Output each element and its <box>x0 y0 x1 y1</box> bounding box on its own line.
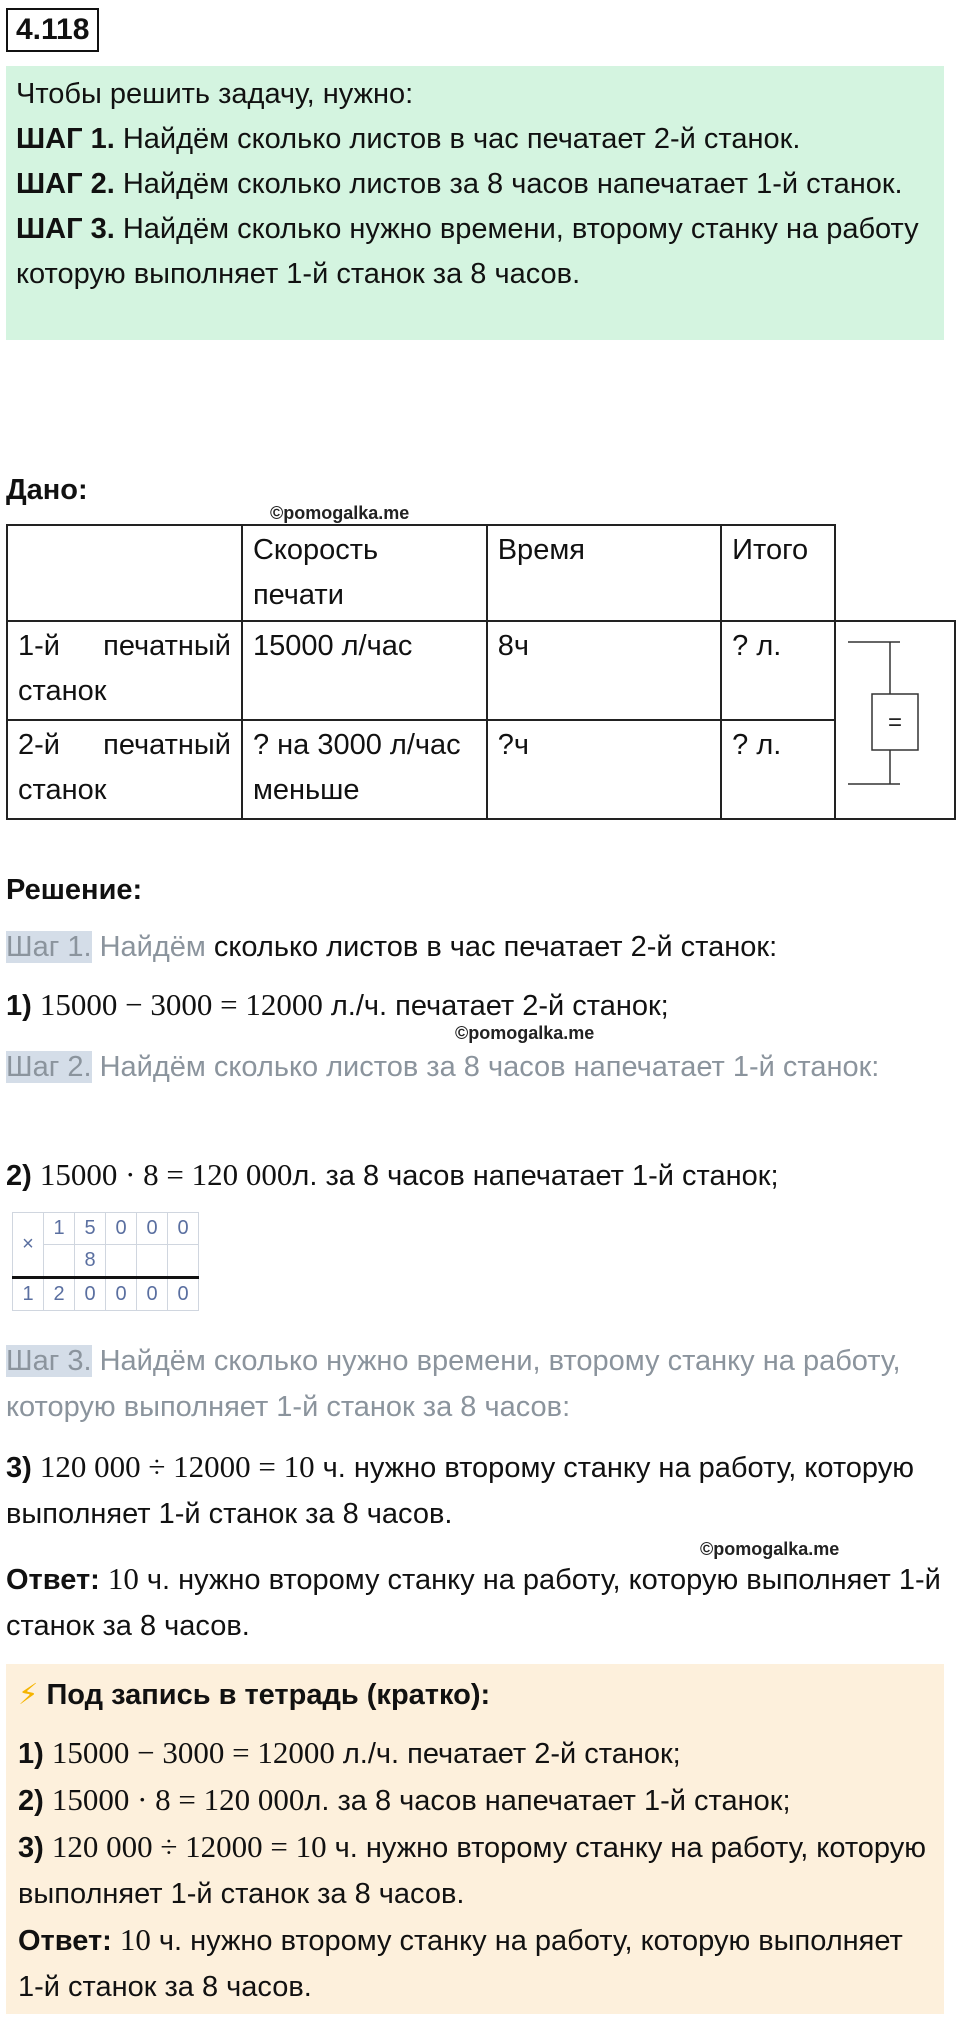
step-tag: Шаг 2. <box>6 1051 92 1083</box>
answer-label: Ответ: <box>6 1564 100 1596</box>
equal-bracket-diagram <box>836 622 954 804</box>
digit: 8 <box>75 1245 106 1278</box>
table-cell: 8ч <box>487 621 721 720</box>
answer-label: Ответ: <box>18 1925 112 1957</box>
step-text-grey: Найдём сколько листов за 8 часов напечатает 1-й станок: <box>91 1051 880 1083</box>
digit: 1 <box>13 1278 44 1311</box>
line-text: л./ч. печатает 2-й станок; <box>334 1738 681 1770</box>
digit: 0 <box>106 1278 137 1311</box>
equal-sign: = <box>887 709 902 736</box>
math-expression: 15000 − 3000 = 12000 <box>51 1735 335 1770</box>
line-number: 2) <box>18 1785 44 1817</box>
line-number: 1) <box>18 1738 44 1770</box>
table-header-cell: Время <box>487 525 721 621</box>
plan-step-1 <box>16 117 934 162</box>
digit: 0 <box>75 1278 106 1311</box>
table-row <box>7 621 955 720</box>
solution-step-3 <box>6 1338 952 1430</box>
table-cell: ?ч <box>487 720 721 819</box>
line-number: 1) <box>6 990 32 1022</box>
table-cell: ? л. <box>721 621 835 720</box>
mult-row-1 <box>13 1213 199 1245</box>
plan-box <box>6 66 944 340</box>
plan-step-3 <box>16 207 934 297</box>
spacer <box>18 1718 932 1730</box>
math-expression: 15000 − 3000 = 12000 <box>39 987 323 1022</box>
solution-step-2 <box>6 1044 952 1090</box>
step-text: сколько листов в час печатает 2-й станок: <box>205 931 778 963</box>
math-expression: 120 000 ÷ 12000 = 10 <box>39 1449 315 1484</box>
digit: 0 <box>137 1278 168 1311</box>
plan-step-text: Найдём сколько листов за 8 часов напечатает 1-й станок. <box>122 168 903 200</box>
lightning-icon: ⚡ <box>18 1679 39 1711</box>
digit: 0 <box>106 1213 137 1245</box>
table-header-cell: Скорость печати <box>242 525 487 621</box>
math-expression: 10 <box>119 1922 151 1957</box>
plan-step-text: Найдём сколько листов в час печатает 2-й станок. <box>122 123 801 155</box>
math-expression: 15000 · 8 = 120 000 <box>39 1157 293 1192</box>
line-number: 3) <box>6 1452 32 1484</box>
plan-step-text: Найдём сколько нужно времени, второму станку на работу которую выполняет 1-й станок за 8 часов. <box>16 213 919 290</box>
multiply-sign: × <box>13 1213 44 1278</box>
table-row <box>7 525 955 621</box>
mult-result-row <box>13 1278 199 1311</box>
summary-line-1 <box>18 1730 932 1777</box>
plan-step-2 <box>16 162 934 207</box>
line-text: ч. нужно второму станку на работу, которую выполняет 1-й станок за 8 часов. <box>18 1832 926 1910</box>
solution-step-1 <box>6 924 952 970</box>
table-header-cell <box>835 525 955 621</box>
digit: 0 <box>168 1213 199 1245</box>
summary-line-2 <box>18 1777 932 1824</box>
notebook-summary-title <box>18 1672 932 1718</box>
given-heading: Дано: <box>6 474 88 506</box>
table-cell: 2-й печатный станок <box>7 720 242 819</box>
notebook-summary-box <box>6 1664 944 2014</box>
watermark: ©pomogalka.me <box>455 1023 595 1043</box>
step-tag: Шаг 1. <box>6 931 92 963</box>
step-text-grey: Найдём <box>99 931 206 963</box>
math-expression: 10 <box>107 1561 139 1596</box>
column-multiplication <box>12 1212 199 1311</box>
plan-step-label: ШАГ 2. <box>16 168 115 200</box>
solution-line-2 <box>6 1152 952 1199</box>
notebook-summary-title-text: Под запись в тетрадь (кратко): <box>46 1679 491 1711</box>
digit: 2 <box>44 1278 75 1311</box>
math-expression: 120 000 ÷ 12000 = 10 <box>51 1829 327 1864</box>
digit: 0 <box>168 1278 199 1311</box>
summary-line-3 <box>18 1824 932 1917</box>
plan-intro-line: Чтобы решить задачу, нужно: <box>16 78 414 110</box>
table-header-cell: Итого <box>721 525 835 621</box>
digit <box>168 1245 199 1278</box>
answer-text: ч. нужно второму станку на работу, которую выполняет 1-й станок за 8 часов. <box>6 1564 941 1642</box>
answer-text: ч. нужно второму станку на работу, которую выполняет 1-й станок за 8 часов. <box>18 1925 903 2003</box>
line-number: 3) <box>18 1832 44 1864</box>
solution-heading: Решение: <box>6 874 143 906</box>
answer-line <box>6 1556 952 1649</box>
digit <box>44 1245 75 1278</box>
digit: 1 <box>44 1213 75 1245</box>
digit: 5 <box>75 1213 106 1245</box>
summary-answer <box>18 1917 932 2010</box>
digit: 0 <box>137 1213 168 1245</box>
watermark: ©pomogalka.me <box>270 503 410 523</box>
plan-step-label: ШАГ 1. <box>16 123 115 155</box>
line-text: л. за 8 часов напечатает 1-й станок; <box>292 1160 779 1192</box>
step-text-grey: Найдём сколько нужно времени, второму станку на работу, которую выполняет 1-й станок за 8 часов: <box>6 1345 901 1423</box>
given-table <box>6 524 956 820</box>
watermark: ©pomogalka.me <box>700 1539 840 1559</box>
line-number: 2) <box>6 1160 32 1192</box>
column-multiplication-grid <box>12 1212 199 1311</box>
table-cell: 1-й печатный станок <box>7 621 242 720</box>
table-header-cell <box>7 525 242 621</box>
table-cell: ? на 3000 л/час меньше <box>242 720 487 819</box>
table-row <box>7 720 955 819</box>
solution-line-3 <box>6 1444 952 1537</box>
problem-number: 4.118 <box>6 8 99 52</box>
line-text: л./ч. печатает 2-й станок; <box>322 990 669 1022</box>
digit <box>137 1245 168 1278</box>
step-tag: Шаг 3. <box>6 1345 92 1377</box>
table-cell: 15000 л/час <box>242 621 487 720</box>
line-text: ч. нужно второму станку на работу, которую выполняет 1-й станок за 8 часов. <box>6 1452 914 1530</box>
table-cell: ? л. <box>721 720 835 819</box>
line-text: л. за 8 часов напечатает 1-й станок; <box>304 1785 791 1817</box>
equality-brace <box>835 621 955 819</box>
plan-step-label: ШАГ 3. <box>16 213 115 245</box>
digit <box>106 1245 137 1278</box>
math-expression: 15000 · 8 = 120 000 <box>51 1782 305 1817</box>
